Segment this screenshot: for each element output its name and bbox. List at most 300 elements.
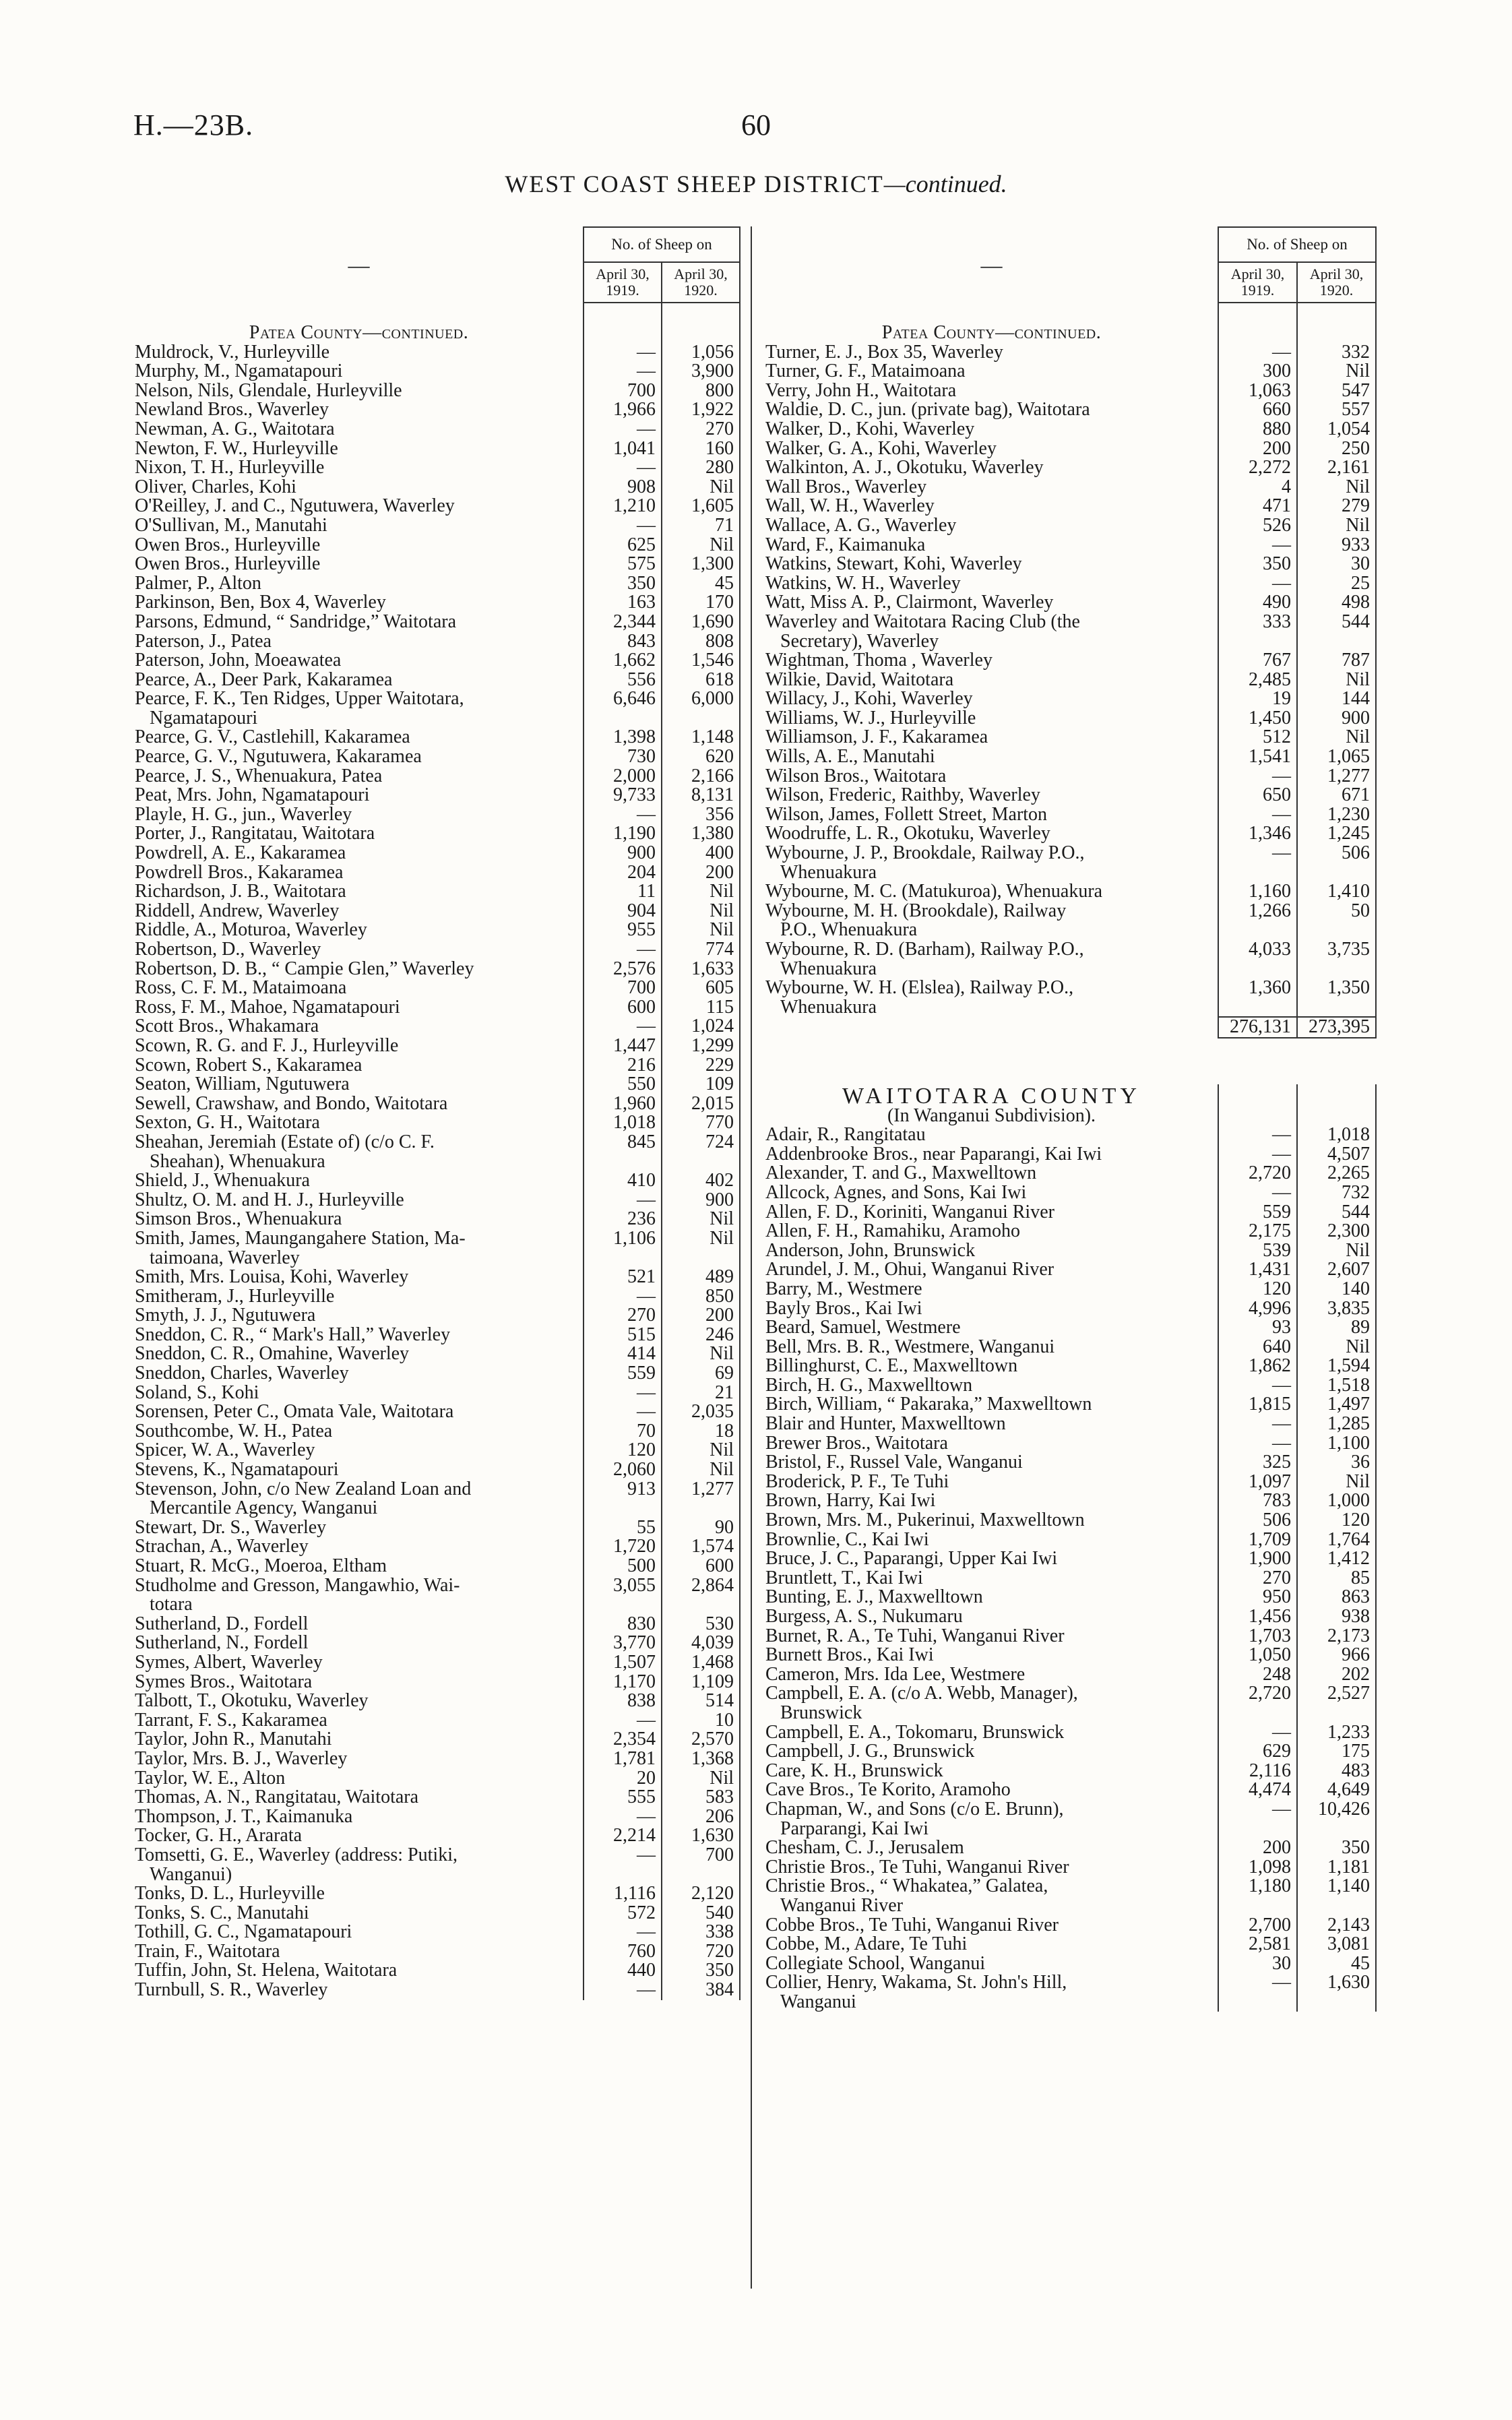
owner-name: Taylor, Mrs. B. J., Waverley <box>135 1749 348 1769</box>
sheep-1919: 163 <box>584 593 662 613</box>
sheep-1919: 1,063 <box>1218 381 1297 401</box>
sheep-1919: — <box>584 1017 662 1036</box>
sheep-1920: Nil <box>662 1460 740 1480</box>
table-row <box>135 863 740 883</box>
sheep-1920: 229 <box>662 1056 740 1076</box>
sheep-1920: 89 <box>1297 1318 1376 1338</box>
sheep-1920: Nil <box>1297 478 1376 497</box>
sheep-1920: 850 <box>662 1287 740 1307</box>
sheep-1919: 4,474 <box>1218 1780 1297 1800</box>
sheep-1920: 1,148 <box>662 728 740 747</box>
sheep-on-header: No. of Sheep on <box>1218 227 1376 262</box>
sheep-1919: 333 <box>1218 613 1297 651</box>
sheep-1920: 3,835 <box>1297 1299 1376 1319</box>
sheep-1920: 1,056 <box>662 343 740 363</box>
owner-name: Stuart, R. McG., Moeroa, Eltham <box>135 1557 387 1576</box>
table-row <box>765 882 1376 902</box>
sheep-1919: 880 <box>1218 420 1297 439</box>
sheep-1920: Nil <box>1297 1472 1376 1492</box>
sheep-1920: 280 <box>662 458 740 478</box>
owner-name: Sutherland, D., Fordell <box>135 1614 309 1634</box>
owner-name: Stewart, Dr. S., Waverley <box>135 1518 327 1538</box>
owner-name: Smith, Mrs. Louisa, Kohi, Waverley <box>135 1268 409 1287</box>
sheep-1919: 700 <box>584 381 662 401</box>
sheep-1920: 1,764 <box>1297 1530 1376 1550</box>
owner-name: Symes, Albert, Waverley <box>135 1652 323 1673</box>
sheep-1920: 933 <box>1297 536 1376 555</box>
sheep-1920: 720 <box>662 1942 740 1962</box>
sheep-1920: Nil <box>662 902 740 921</box>
sheep-1919: 625 <box>584 536 662 555</box>
table-row <box>135 902 740 921</box>
table-row <box>765 979 1376 1017</box>
sheep-1919: 700 <box>584 979 662 998</box>
owner-name: Talbott, T., Okotuku, Waverley <box>135 1692 369 1711</box>
table-row <box>135 1460 740 1480</box>
owner-name: Bruntlett, T., Kai Iwi <box>765 1568 923 1588</box>
owner-name: Broderick, P. F., Te Tuhi <box>765 1472 949 1492</box>
table-row <box>135 1537 740 1557</box>
table-row <box>135 420 740 439</box>
sheep-1919: 1,041 <box>584 439 662 459</box>
table-row <box>765 1858 1376 1878</box>
sheep-1919: 11 <box>584 882 662 902</box>
table-row <box>135 1075 740 1094</box>
sheep-1919: 1,018 <box>584 1113 662 1133</box>
sheep-1919: 1,960 <box>584 1094 662 1114</box>
sheep-1919: 2,344 <box>584 613 662 632</box>
sheep-1919: — <box>1218 767 1297 786</box>
table-row <box>135 728 740 747</box>
table-row <box>135 960 740 979</box>
owner-name: Tocker, G. H., Ararata <box>135 1826 303 1846</box>
owner-name: Soland, S., Kohi <box>135 1383 259 1403</box>
sheep-1919: 1,862 <box>1218 1357 1297 1376</box>
owner-name: Smyth, J. J., Ngutuwera <box>135 1306 316 1326</box>
sheep-1919: 2,272 <box>1218 458 1297 478</box>
sheep-1920: 1,546 <box>662 651 740 671</box>
table-row <box>765 1954 1376 1974</box>
owner-name: Taylor, John R., Manutahi <box>135 1730 332 1749</box>
table-row <box>765 574 1376 594</box>
sheep-1919: 19 <box>1218 689 1297 709</box>
sheep-1919: 204 <box>584 863 662 883</box>
table-row <box>765 516 1376 536</box>
table-row <box>135 516 740 536</box>
owner-name: Bayly Bros., Kai Iwi <box>765 1299 922 1319</box>
table-row <box>135 1364 740 1384</box>
table-row <box>765 1800 1376 1838</box>
sheep-1920: 1,468 <box>662 1653 740 1673</box>
table-row <box>135 1576 740 1615</box>
table-row <box>765 728 1376 747</box>
owner-name: O'Reilley, J. and C., Ngutuwera, Waverley <box>135 497 455 516</box>
table-row <box>135 1287 740 1307</box>
owner-name: Stevens, K., Ngamatapouri <box>135 1460 339 1480</box>
sheep-1920: 2,300 <box>1297 1222 1376 1241</box>
sheep-1919: 6,646 <box>584 689 662 728</box>
sheep-1920: 160 <box>662 439 740 459</box>
sheep-1919: 2,175 <box>1218 1222 1297 1241</box>
table-row <box>135 671 740 690</box>
owner-name: Playle, H. G., jun., Waverley <box>135 805 352 825</box>
sheep-1919: 1,662 <box>584 651 662 671</box>
table-row <box>135 1326 740 1345</box>
sheep-1920: 2,166 <box>662 767 740 786</box>
owner-name: Muldrock, V., Hurleyville <box>135 342 330 363</box>
owner-name: Thomas, A. N., Rangitatau, Waitotara <box>135 1788 419 1807</box>
table-row <box>765 1973 1376 2012</box>
owner-name: Watkins, W. H., Waverley <box>765 573 961 594</box>
sheep-1919: 350 <box>1218 555 1297 574</box>
table-row <box>765 651 1376 671</box>
sheep-1919: 1,450 <box>1218 709 1297 728</box>
sheep-1920: 900 <box>662 1191 740 1210</box>
sheep-1920: 514 <box>662 1692 740 1711</box>
sheep-1920: 483 <box>1297 1762 1376 1781</box>
sheep-1919: 1,170 <box>584 1673 662 1692</box>
sheep-1919: 1,447 <box>584 1036 662 1056</box>
sheep-1919: 1,709 <box>1218 1530 1297 1550</box>
table-row <box>765 1164 1376 1183</box>
owner-name: Bunting, E. J., Maxwelltown <box>765 1588 983 1607</box>
owner-name: Chesham, C. J., Jerusalem <box>765 1838 964 1858</box>
table-row <box>765 1838 1376 1858</box>
sheep-1920: 506 <box>1297 844 1376 882</box>
sheep-1920: 4,649 <box>1297 1780 1376 1800</box>
sheep-1919: 4,033 <box>1218 940 1297 979</box>
sheep-1919: 1,507 <box>584 1653 662 1673</box>
owner-name: Woodruffe, L. R., Okotuku, Waverley <box>765 824 1050 844</box>
owner-name: Brown, Mrs. M., Pukerinui, Maxwelltown <box>765 1511 1085 1530</box>
table-row <box>765 536 1376 555</box>
owner-name: Pearce, G. V., Ngutuwera, Kakaramea <box>135 747 422 767</box>
table-row <box>135 439 740 459</box>
owner-name: Bell, Mrs. B. R., Westmere, Wanganui <box>765 1337 1055 1357</box>
sheep-1920: 2,015 <box>662 1094 740 1114</box>
table-row <box>135 613 740 632</box>
table-row <box>765 1125 1376 1145</box>
table-row <box>135 1923 740 1942</box>
sheep-1920: 774 <box>662 940 740 960</box>
table-row <box>765 381 1376 401</box>
owner-name: Campbell, E. A., Tokomaru, Brunswick <box>765 1723 1065 1743</box>
sheep-1919: 843 <box>584 632 662 652</box>
table-row <box>135 747 740 767</box>
owner-name: Willacy, J., Kohi, Waverley <box>765 689 973 709</box>
sheep-1919: 200 <box>1218 439 1297 459</box>
sheep-1919: 3,055 <box>584 1576 662 1615</box>
sheep-1919: 2,720 <box>1218 1684 1297 1723</box>
sheep-1920: 787 <box>1297 651 1376 671</box>
sheep-1920: 1,299 <box>662 1036 740 1056</box>
table-row <box>135 1942 740 1962</box>
sheep-1919: 270 <box>1218 1569 1297 1588</box>
sheep-1919: 908 <box>584 478 662 497</box>
table-row <box>135 979 740 998</box>
sheep-1919: 955 <box>584 921 662 940</box>
table-row <box>135 998 740 1018</box>
sheep-1919: — <box>584 1402 662 1422</box>
sheep-1919: 1,050 <box>1218 1646 1297 1665</box>
sheep-1920: 1,368 <box>662 1749 740 1769</box>
table-row <box>765 343 1376 363</box>
owner-name: Pearce, F. K., Ten Ridges, Upper Waitotara, Ngamatapouri <box>135 689 464 728</box>
owner-name: Tonks, D. L., Hurleyville <box>135 1884 325 1904</box>
owner-name: Turnbull, S. R., Waverley <box>135 1981 328 2000</box>
sheep-1919: 526 <box>1218 516 1297 536</box>
table-row <box>135 1981 740 2000</box>
table-row <box>765 1203 1376 1222</box>
sheep-1920: 2,570 <box>662 1730 740 1749</box>
sheep-1919: 2,576 <box>584 960 662 979</box>
table-row <box>135 1673 740 1692</box>
sheep-1919: 600 <box>584 998 662 1018</box>
sheep-1920: 1,100 <box>1297 1434 1376 1454</box>
sheep-1920: 1,410 <box>1297 882 1376 902</box>
sheep-1920: 1,024 <box>662 1017 740 1036</box>
owner-name: Newman, A. G., Waitotara <box>135 419 335 439</box>
sheep-1920: 2,173 <box>1297 1627 1376 1646</box>
page-title <box>0 170 1512 198</box>
sheep-1920: 1,497 <box>1297 1395 1376 1415</box>
owner-name: Alexander, T. and G., Maxwelltown <box>765 1164 1037 1183</box>
table-row <box>135 940 740 960</box>
sheep-1919: — <box>1218 1145 1297 1165</box>
sheep-1919: 93 <box>1218 1318 1297 1338</box>
sheep-1920: 1,018 <box>1297 1125 1376 1145</box>
sheep-1920: 1,065 <box>1297 747 1376 767</box>
owner-name: Powdrell, A. E., Kakaramea <box>135 844 346 863</box>
owner-name: Strachan, A., Waverley <box>135 1537 309 1557</box>
table-row <box>765 1665 1376 1685</box>
table-row <box>765 1762 1376 1781</box>
waitotara-rows <box>765 1125 1376 2012</box>
sheep-1919: — <box>584 1287 662 1307</box>
sheep-1919: 55 <box>584 1518 662 1538</box>
sheep-1919: 572 <box>584 1904 662 1923</box>
sheep-1920: Nil <box>662 1344 740 1364</box>
sheep-1919: — <box>584 516 662 536</box>
owner-name: Thompson, J. T., Kaimanuka <box>135 1807 353 1827</box>
sheep-on-header: No. of Sheep on <box>584 227 740 262</box>
owner-name: Turner, E. J., Box 35, Waverley <box>765 342 1003 363</box>
sheep-1919: — <box>584 1981 662 2000</box>
sheep-1919: 410 <box>584 1171 662 1191</box>
table-row <box>135 1749 740 1769</box>
table-row <box>135 1769 740 1789</box>
sheep-1920: 2,265 <box>1297 1164 1376 1183</box>
sheep-1919: 1,266 <box>1218 902 1297 940</box>
owner-name: Birch, H. G., Maxwelltown <box>765 1375 973 1396</box>
sheep-1919: — <box>1218 343 1297 363</box>
table-row <box>135 805 740 825</box>
table-row <box>765 400 1376 420</box>
table-row <box>135 1384 740 1403</box>
table-row <box>135 1807 740 1827</box>
sheep-1919: 539 <box>1218 1241 1297 1261</box>
sheep-1919: 650 <box>1218 786 1297 805</box>
table-row <box>765 709 1376 728</box>
owner-name: Tarrant, F. S., Kakaramea <box>135 1710 327 1731</box>
sheep-1919: — <box>584 940 662 960</box>
sheep-1919: 248 <box>1218 1665 1297 1685</box>
sheep-1919: 1,815 <box>1218 1395 1297 1415</box>
table-row <box>765 1511 1376 1530</box>
sheep-1919: — <box>1218 1376 1297 1396</box>
table-row <box>135 844 740 863</box>
sheep-1919: 216 <box>584 1056 662 1076</box>
left-column <box>135 226 740 2000</box>
owner-name: Wightman, Thoma , Waverley <box>765 651 993 671</box>
owner-name: Murphy, M., Ngamatapouri <box>135 362 343 381</box>
sheep-1920: 620 <box>662 747 740 767</box>
owner-name: Watkins, Stewart, Kohi, Waverley <box>765 555 1022 574</box>
owner-name: Williams, W. J., Hurleyville <box>765 708 976 728</box>
table-row <box>765 1627 1376 1646</box>
sheep-1919: 900 <box>584 844 662 863</box>
sheep-1919: 471 <box>1218 497 1297 516</box>
sheep-1920: Nil <box>662 1769 740 1789</box>
table-row <box>135 362 740 381</box>
sheep-1919: 629 <box>1218 1742 1297 1762</box>
sheep-1919: 1,966 <box>584 400 662 420</box>
sheep-1920: 489 <box>662 1268 740 1287</box>
table-row <box>765 1434 1376 1454</box>
owner-name: Wybourne, R. D. (Barham), Railway P.O., Whenuakura <box>765 940 1084 979</box>
sheep-1920: 498 <box>1297 593 1376 613</box>
sheep-1919: 845 <box>584 1133 662 1171</box>
table-row <box>765 1241 1376 1261</box>
sheep-1919: 730 <box>584 747 662 767</box>
sheep-1920: 332 <box>1297 343 1376 363</box>
sheep-1919: 660 <box>1218 400 1297 420</box>
owner-name: Turner, G. F., Mataimoana <box>765 362 966 381</box>
sheep-1919: 2,700 <box>1218 1916 1297 1935</box>
sheep-1920: 1,230 <box>1297 805 1376 825</box>
table-row <box>135 1229 740 1268</box>
table-row <box>765 1780 1376 1800</box>
owner-name: Tothill, G. C., Ngamatapouri <box>135 1923 352 1942</box>
sheep-1919: — <box>1218 1973 1297 2012</box>
sheep-1919: 830 <box>584 1615 662 1634</box>
table-row <box>135 536 740 555</box>
owner-column-header: — <box>980 252 1003 277</box>
sheep-1920: 4,039 <box>662 1634 740 1653</box>
table-row <box>765 1935 1376 1954</box>
owner-name: Parkinson, Ben, Box 4, Waverley <box>135 593 386 613</box>
table-row <box>765 613 1376 651</box>
table-row <box>765 1877 1376 1915</box>
sheep-1920: 18 <box>662 1422 740 1441</box>
table-row <box>135 381 740 401</box>
owner-name: Newton, F. W., Hurleyville <box>135 439 338 459</box>
table-row <box>135 632 740 652</box>
owner-name: Symes Bros., Waitotara <box>135 1672 313 1692</box>
sheep-1920: Nil <box>662 1229 740 1268</box>
sheep-1920: 600 <box>662 1557 740 1576</box>
sheep-1919: 760 <box>584 1942 662 1962</box>
owner-name: Waldie, D. C., jun. (private bag), Waitotara <box>765 400 1090 420</box>
sheep-1919: 2,000 <box>584 767 662 786</box>
sheep-1920: 402 <box>662 1171 740 1191</box>
sheep-1920: 1,300 <box>662 555 740 574</box>
table-row <box>765 439 1376 459</box>
sheep-1919: 506 <box>1218 1511 1297 1530</box>
owner-name: Shultz, O. M. and H. J., Hurleyville <box>135 1190 404 1210</box>
owner-name: Brewer Bros., Waitotara <box>765 1433 948 1454</box>
table-row <box>135 1017 740 1036</box>
owner-name: Birch, William, “ Pakaraka,” Maxwelltown <box>765 1395 1092 1415</box>
sheep-1920: 140 <box>1297 1280 1376 1299</box>
sheep-1920: 338 <box>662 1923 740 1942</box>
sheep-1920: 900 <box>1297 709 1376 728</box>
sheep-1919: 512 <box>1218 728 1297 747</box>
sheep-1919: 521 <box>584 1268 662 1287</box>
table-row <box>135 1788 740 1807</box>
sheep-1920: 36 <box>1297 1453 1376 1472</box>
table-row <box>135 1518 740 1538</box>
sheep-1920: 109 <box>662 1075 740 1094</box>
owner-name: Wall, W. H., Waverley <box>765 497 935 516</box>
table-row <box>135 497 740 516</box>
sheep-1919: 556 <box>584 671 662 690</box>
sheep-1919: — <box>1218 1183 1297 1203</box>
sheep-1920: Nil <box>662 478 740 497</box>
sheep-1920: 8,131 <box>662 786 740 805</box>
sheep-1919: — <box>1218 574 1297 594</box>
owner-name: Addenbrooke Bros., near Paparangi, Kai Iwi <box>765 1144 1102 1165</box>
sheep-1919: 1,781 <box>584 1749 662 1769</box>
sheep-1919: 270 <box>584 1306 662 1326</box>
sheep-1920: 350 <box>1297 1838 1376 1858</box>
table-row <box>765 824 1376 844</box>
sheep-1920: 547 <box>1297 381 1376 401</box>
sheep-1919: 2,581 <box>1218 1935 1297 1954</box>
owner-name: Cobbe, M., Adare, Te Tuhi <box>765 1935 968 1954</box>
sheep-1920: Nil <box>662 921 740 940</box>
owner-name: Wybourne, M. H. (Brookdale), Railway P.O., Whenuakura <box>765 901 1067 940</box>
table-row <box>135 1113 740 1133</box>
sheep-1919: — <box>584 362 662 381</box>
sheep-1920: Nil <box>1297 671 1376 690</box>
sheep-1919: 904 <box>584 902 662 921</box>
sheep-1920: 69 <box>662 1364 740 1384</box>
sheep-1920: 2,527 <box>1297 1684 1376 1723</box>
sheep-1920: 50 <box>1297 902 1376 940</box>
sheep-1920: 1,630 <box>1297 1973 1376 2012</box>
sheep-1920: 3,081 <box>1297 1935 1376 1954</box>
sheep-1919: 640 <box>1218 1338 1297 1357</box>
sheep-1919: — <box>584 420 662 439</box>
table-row <box>765 786 1376 805</box>
owner-name: Chapman, W., and Sons (c/o E. Brunn), Parparangi, Kai Iwi <box>765 1799 1064 1839</box>
table-row <box>135 1306 740 1326</box>
sheep-1919: 300 <box>1218 362 1297 381</box>
table-row <box>765 1376 1376 1396</box>
sheep-1919: 9,733 <box>584 786 662 805</box>
table-row <box>765 1472 1376 1492</box>
owner-name: Adair, R., Rangitatau <box>765 1125 926 1145</box>
sheep-1920: 808 <box>662 632 740 652</box>
owner-name: Allen, F. H., Ramahiku, Aramoho <box>765 1222 1021 1241</box>
owner-name: Wybourne, M. C. (Matukuroa), Whenuakura <box>765 882 1103 902</box>
owner-name: Palmer, P., Alton <box>135 573 261 594</box>
table-row <box>135 343 740 363</box>
owner-name: Ross, C. F. M., Mataimoana <box>135 979 347 998</box>
left-table <box>135 226 741 2000</box>
sheep-1919: — <box>584 1384 662 1403</box>
